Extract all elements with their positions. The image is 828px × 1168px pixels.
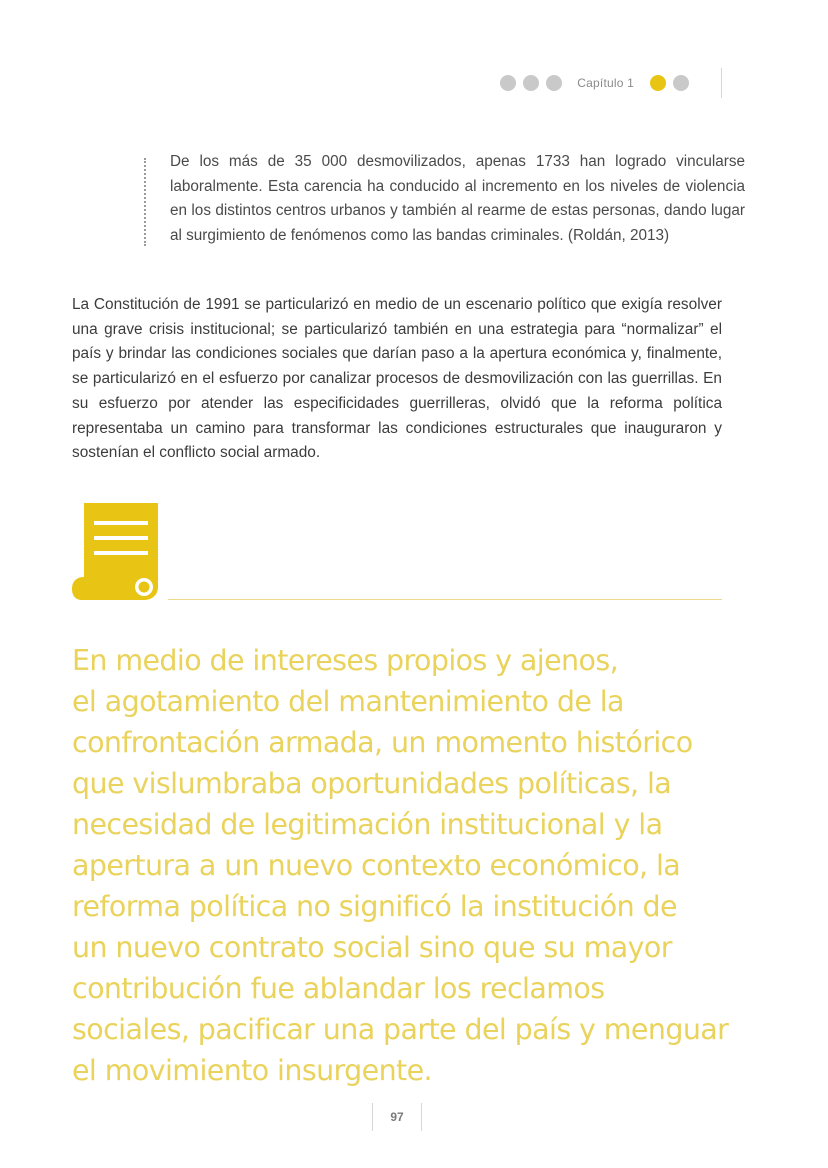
page-number-box xyxy=(372,1103,422,1131)
chapter-label: Capítulo 1 xyxy=(577,76,634,90)
block-quote xyxy=(144,150,745,248)
body-paragraph: La Constitución de 1991 se particularizó en medio de un escenario político que exigía resolver una grave crisis institucional; se particularizó también en una estrategia para “normalizar” el país y brindar las condiciones sociales que darían paso a la apertura económica y, finalmente, se particularizó en el esfuerzo por canalizar procesos de desmovilización con las guerrillas. En su esfuerzo por atender las especificidades guerrilleras, olvidó que la reforma política representaba un camino para transformar las condiciones estructurales que inauguraron y sostenían el conflicto social armado. xyxy=(72,296,722,462)
quote-dotted-rule xyxy=(144,158,146,246)
scroll-icon xyxy=(72,503,162,603)
chapter-dot-active xyxy=(650,75,666,91)
chapter-dot-2 xyxy=(523,75,539,91)
chapter-dot-1 xyxy=(500,75,516,91)
header-divider xyxy=(721,68,722,98)
chapter-dot-next xyxy=(673,75,689,91)
pull-quote: En medio de intereses propios y ajenos, el agotamiento del mantenimiento de la confrontación armada, un momento histórico que vislumbraba oportunidades políticas, la necesidad de legitimación institucional y la apertura a un nuevo contexto económico, la reforma política no significó la institución de un nuevo contrato social sino que su mayor contribución fue ablandar los reclamos sociales, pacificar una parte del país y menguar el movimiento insurgente. xyxy=(72,644,729,1087)
chapter-header xyxy=(500,72,696,94)
page-number: 97 xyxy=(390,1110,404,1124)
section-divider xyxy=(168,599,722,600)
chapter-dot-3 xyxy=(546,75,562,91)
quote-text: De los más de 35 000 desmovilizados, apenas 1733 han logrado vincularse laboralmente. Esta carencia ha conducido al incremento en los niveles de violencia en los distintos centros urbanos y también al rearme de estas personas, dando lugar al surgimiento de fenómenos como las bandas criminales. (Roldán, 2013) xyxy=(170,153,745,244)
